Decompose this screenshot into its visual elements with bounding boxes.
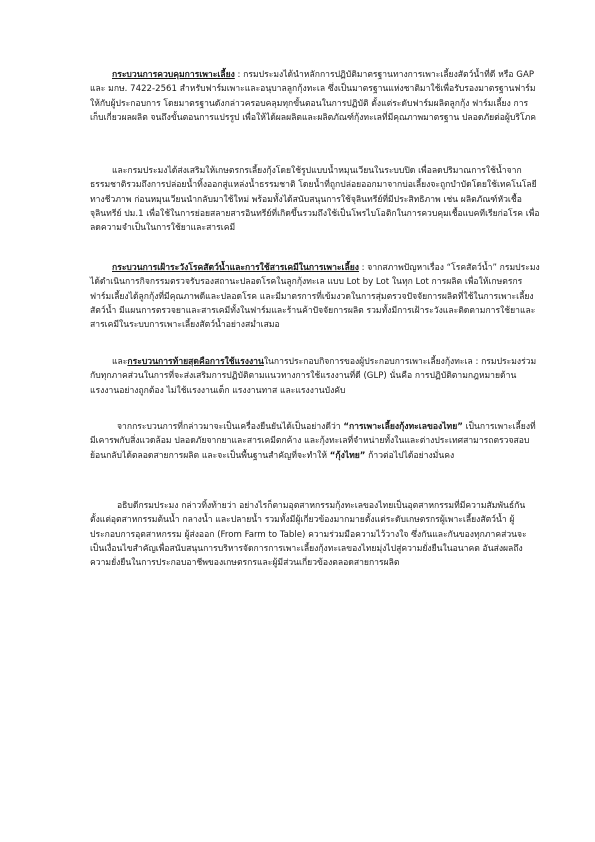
paragraph-labour — [90, 355, 540, 398]
text-conclusion-pre: จากกระบวนการที่กล่าวมาจะเป็นเครื่องยืนยันได้เป็นอย่างดีว่า — [117, 422, 344, 432]
paragraph-farming-control — [90, 68, 540, 125]
text-thai-shrimp: “กุ้งไทย” — [329, 450, 366, 461]
paragraph-disease-surveillance — [90, 261, 540, 332]
text-director-statement: อธิบดีกรมประมง กล่าวทิ้งท้ายว่า อย่างไรก็ตามอุตสาหกรรมกุ้งทะเลของไทยเป็นอุตสาหกรรมที่มีความสัมพันธ์กันตั้งแต่อุตสาหกรรมต้นน้ำ กลางน้ำ และปลายน้ำ รวมทั้งมีผู้เกี่ยวข้องมากมายตั้งแต่ระดับเกษตรกรผู้เพาะเลี้ยงสัตว์น้ำ ผู้ประกอบการอุตสาหกรรม ผู้ส่งออก (From Farm to Table) ความร่วมมือความไว้วางใจ ซึ่งกันและกันของทุกภาคส่วนจะเป็นเงื่อนไขสำคัญเพื่อสนับสนุนการบริหารจัดการการเพาะเลี้ยงกุ้งทะเลของไทยมุ่งไปสู่ความยั่งยืนในอนาคต อันส่งผลถึงความยั่งยืนในการประกอบอาชีพของเกษตรกรและผู้มีส่วนเกี่ยวข้องตลอดสายการผลิต — [90, 501, 527, 569]
text-conclusion-post: ก้าวต่อไปได้อย่างมั่นคง — [365, 450, 455, 461]
paragraph-conclusion — [90, 420, 540, 463]
text-farming-control: : กรมประมงได้นำหลักการปฏิบัติมาตรฐานทางการเพาะเลี้ยงสัตว์น้ำที่ดี หรือ GAP และ มกษ. 7422-2561 สำหรับฟาร์มเพาะและอนุบาลลูกกุ้งทะเล ซึ่งเป็นมาตรฐานแห่งชาติมาใช้เพื่อรับรองมาตรฐานฟาร์มให้กับผู้ประกอบการ โดยมาตรฐานดังกล่าวครอบคลุมทุกขั้นตอนในการปฏิบัติ ตั้งแต่ระดับฟาร์มผลิตลูกกุ้ง ฟาร์มเลี้ยง การเก็บเกี่ยวผลผลิต จนถึงขั้นตอนการแปรรูป เพื่อให้ได้ผลผลิตและผลิตภัณฑ์กุ้งทะเลที่มีคุณภาพมาตรฐาน ปลอดภัยต่อผู้บริโภค — [90, 70, 537, 123]
paragraph-closed-system — [90, 164, 540, 235]
text-disease-surveillance: : จากสภาพปัญหาเรื่อง “โรคสัตว์น้ำ” กรมประมงได้ดำเนินการกิจกรรมตรวจรับรองสถานะปลอดโรคในลูกกุ้งทะเล แบบ Lot by Lot ในทุก Lot การผลิต เพื่อให้เกษตรกรฟาร์มเลี้ยงได้ลูกกุ้งที่มีคุณภาพดีและปลอดโรค และมีมาตรการที่เข้มงวดในการสุ่มตรวจปัจจัยการผลิตที่ใช้ในการเพาะเลี้ยงสัตว์น้ำ มีแผนการตรวจยาและสารเคมีทั้งในฟาร์มและร้านค้าปัจจัยการผลิต รวมทั้งมีการเฝ้าระวังและติดตามการใช้ยาและสารเคมีในระบบการเพาะเลี้ยงสัตว์น้ำอย่างสม่ำเสมอ — [90, 263, 540, 331]
heading-disease-surveillance: กระบวนการเฝ้าระวังโรคสัตว์น้ำและการใช้สารเคมีในการเพาะเลี้ยง — [112, 263, 359, 273]
heading-labour: กระบวนการท้ายสุดคือการใช้แรงงาน — [127, 357, 264, 367]
text-labour: ในการประกอบกิจการของผู้ประกอบการเพาะเลี้ยงกุ้งทะเล : กรมประมงร่วมกับทุกภาคส่วนในการที่จะส่งเสริมการปฏิบัติตามแนวทางการใช้แรงงานที่ดี (GLP) นั่นคือ การปฏิบัติตามกฎหมายด้านแรงงานอย่างถูกต้อง ไม่ใช้แรงงานเด็ก แรงงานทาส และแรงงานบังคับ — [90, 357, 537, 396]
paragraph-director-statement — [90, 499, 540, 570]
text-labour-pre: และ — [112, 357, 128, 367]
text-thai-shrimp-farming: “การเพาะเลี้ยงกุ้งทะเลของไทย” — [343, 422, 463, 432]
text-conclusion-mid: เป็นการเพาะเลี้ยงที่มีเคารพกับสิ่งแวดล้อม ปลอดภัยจากยาและสารเคมีตกค้าง และกุ้งทะเลที่จำหน่ายทั้งในและต่างประเทศสามารถตรวจสอบย้อนกลับได้ตลอดสายการผลิต และจะเป็นพื้นฐานสำคัญที่จะทำให้ — [90, 422, 536, 461]
heading-farming-control: กระบวนการควบคุมการเพาะเลี้ยง — [112, 70, 235, 80]
text-closed-system: และกรมประมงได้ส่งเสริมให้เกษตรกรเลี้ยงกุ้งโดยใช้รูปแบบน้ำหมุนเวียนในระบบปิด เพื่อลดปริมาณการใช้น้ำจากธรรมชาติรวมถึงการปล่อยน้ำทิ้งออกสู่แหล่งน้ำธรรมชาติ โดยน้ำที่ถูกปล่อยออกมาจากบ่อเลี้ยงจะถูกบำบัดโดยใช้เทคโนโลยีทางชีวภาพ ก่อนหมุนเวียนนำกลับมาใช้ใหม่ พร้อมทั้งได้สนับสนุนการใช้จุลินทรีย์ที่มีประสิทธิภาพ เช่น ผลิตภัณฑ์หัวเชื้อจุลินทรีย์ ปม.1 เพื่อใช้ในการย่อยสลายสารอินทรีย์ที่เกิดขึ้นรวมถึงใช้เป็นโพรไบโอติกในการควบคุมเชื้อแบคทีเรียก่อโรค เพื่อลดความจำเป็นในการใช้ยาและสารเคมี — [90, 166, 540, 234]
